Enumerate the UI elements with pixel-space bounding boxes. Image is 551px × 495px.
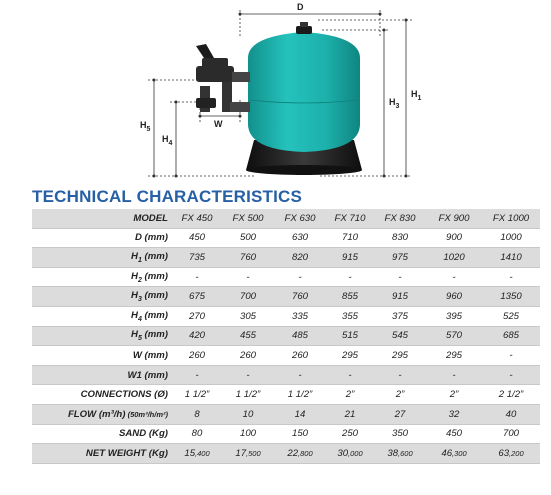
table-cell: 500 [222, 228, 274, 248]
row-label: $H_1$ (mm) [32, 248, 172, 268]
table-cell: 760 [222, 248, 274, 268]
table-cell: - [326, 365, 374, 385]
row-label: W1 (mm) [32, 365, 172, 385]
table-cell: 295 [326, 346, 374, 366]
table-cell: 295 [426, 346, 482, 366]
table-cell: - [274, 365, 326, 385]
table-cell: 32 [426, 404, 482, 424]
table-cell: 2” [374, 385, 426, 405]
table-row [32, 326, 540, 346]
technical-characteristics-table [32, 209, 540, 464]
table-cell: 260 [274, 346, 326, 366]
table-cell: 27 [374, 404, 426, 424]
table-cell: 420 [172, 326, 222, 346]
table-cell: 1350 [482, 287, 540, 307]
table-cell: - [172, 267, 222, 287]
table-cell: - [374, 267, 426, 287]
table-cell: 395 [426, 306, 482, 326]
table-cell: - [374, 365, 426, 385]
table-cell: 63,200 [482, 444, 540, 464]
table-cell: 21 [326, 404, 374, 424]
table-row [32, 346, 540, 366]
header-model: FX 830 [374, 209, 426, 228]
table-cell: 450 [426, 424, 482, 444]
table-cell: 1020 [426, 248, 482, 268]
table-body [32, 228, 540, 463]
row-label: $H_5$ (mm) [32, 326, 172, 346]
table-header-row [32, 209, 540, 228]
table-cell: - [172, 365, 222, 385]
table-cell: 355 [326, 306, 374, 326]
table-cell: 2” [426, 385, 482, 405]
header-model: FX 630 [274, 209, 326, 228]
table-cell: - [426, 267, 482, 287]
table-cell: 350 [374, 424, 426, 444]
sand-filter-drawing [0, 0, 551, 186]
table-cell: 150 [274, 424, 326, 444]
table-cell: - [326, 267, 374, 287]
table-cell: - [482, 346, 540, 366]
table-cell: 1410 [482, 248, 540, 268]
table-cell: 735 [172, 248, 222, 268]
table-cell: 40 [482, 404, 540, 424]
table-row [32, 248, 540, 268]
table-row [32, 267, 540, 287]
table-cell: - [482, 365, 540, 385]
table-cell: 455 [222, 326, 274, 346]
row-label: W (mm) [32, 346, 172, 366]
row-label: $H_4$ (mm) [32, 306, 172, 326]
table-row [32, 444, 540, 464]
table-cell: 570 [426, 326, 482, 346]
table-cell: 630 [274, 228, 326, 248]
table-row [32, 287, 540, 307]
dimension-label-h5: $H_5$ [140, 120, 151, 133]
row-label: $H_3$ (mm) [32, 287, 172, 307]
table-row [32, 424, 540, 444]
table-cell: 1 1/2” [172, 385, 222, 405]
table-cell: 30,000 [326, 444, 374, 464]
row-label: $H_2$ (mm) [32, 267, 172, 287]
table-cell: 10 [222, 404, 274, 424]
row-label: D (mm) [32, 228, 172, 248]
table-cell: 855 [326, 287, 374, 307]
header-model-label: MODEL [32, 209, 172, 228]
row-label: CONNECTIONS (Ø) [32, 385, 172, 405]
filter-tank [248, 32, 360, 152]
table-cell: - [274, 267, 326, 287]
table-cell: 375 [374, 306, 426, 326]
table-cell: 80 [172, 424, 222, 444]
multiport-valve [196, 44, 250, 112]
table-cell: 960 [426, 287, 482, 307]
table-cell: 295 [374, 346, 426, 366]
table-cell: 975 [374, 248, 426, 268]
table-cell: - [222, 267, 274, 287]
dimension-label-h3: $H_3$ [389, 97, 400, 110]
row-label: NET WEIGHT (Kg) [32, 444, 172, 464]
row-label: FLOW (m³/h) (50m³/h/m²) [32, 404, 172, 424]
header-model: FX 1000 [482, 209, 540, 228]
table-cell: 760 [274, 287, 326, 307]
table-row [32, 404, 540, 424]
table-row [32, 228, 540, 248]
table-cell: - [426, 365, 482, 385]
table-row [32, 306, 540, 326]
section-heading: TECHNICAL CHARACTERISTICS [32, 187, 303, 206]
table-cell: 305 [222, 306, 274, 326]
table-cell: 525 [482, 306, 540, 326]
table-cell: 270 [172, 306, 222, 326]
table-cell: 915 [326, 248, 374, 268]
table-cell: 710 [326, 228, 374, 248]
dimension-label-h1: $H_1$ [411, 89, 422, 102]
table-cell: 17,500 [222, 444, 274, 464]
table-cell: 700 [222, 287, 274, 307]
table-cell: 100 [222, 424, 274, 444]
table-cell: 900 [426, 228, 482, 248]
table-cell: 545 [374, 326, 426, 346]
table-cell: 2 1/2” [482, 385, 540, 405]
table-cell: 260 [222, 346, 274, 366]
table-cell: 1 1/2” [222, 385, 274, 405]
table-cell: 22,800 [274, 444, 326, 464]
table-cell: 485 [274, 326, 326, 346]
dimension-label-h4: $H_4$ [162, 134, 173, 147]
table-row [32, 365, 540, 385]
header-model: FX 500 [222, 209, 274, 228]
table-cell: - [482, 267, 540, 287]
dimension-label-d: D [297, 2, 304, 12]
table-cell: 2” [326, 385, 374, 405]
product-figure [0, 0, 551, 186]
table-cell: - [222, 365, 274, 385]
table-cell: 335 [274, 306, 326, 326]
table-cell: 260 [172, 346, 222, 366]
table-cell: 250 [326, 424, 374, 444]
table-cell: 8 [172, 404, 222, 424]
table-cell: 14 [274, 404, 326, 424]
table-cell: 830 [374, 228, 426, 248]
table-cell: 515 [326, 326, 374, 346]
table-cell: 820 [274, 248, 326, 268]
table-cell: 915 [374, 287, 426, 307]
dimension-label-w: W [214, 119, 223, 129]
table-row [32, 385, 540, 405]
table-cell: 1000 [482, 228, 540, 248]
table-cell: 700 [482, 424, 540, 444]
table-cell: 38,600 [374, 444, 426, 464]
table-cell: 1 1/2” [274, 385, 326, 405]
table-cell: 675 [172, 287, 222, 307]
table-cell: 685 [482, 326, 540, 346]
row-label: SAND (Kg) [32, 424, 172, 444]
table-cell: 46,300 [426, 444, 482, 464]
header-model: FX 900 [426, 209, 482, 228]
header-model: FX 450 [172, 209, 222, 228]
table-cell: 450 [172, 228, 222, 248]
table-cell: 15,400 [172, 444, 222, 464]
header-model: FX 710 [326, 209, 374, 228]
